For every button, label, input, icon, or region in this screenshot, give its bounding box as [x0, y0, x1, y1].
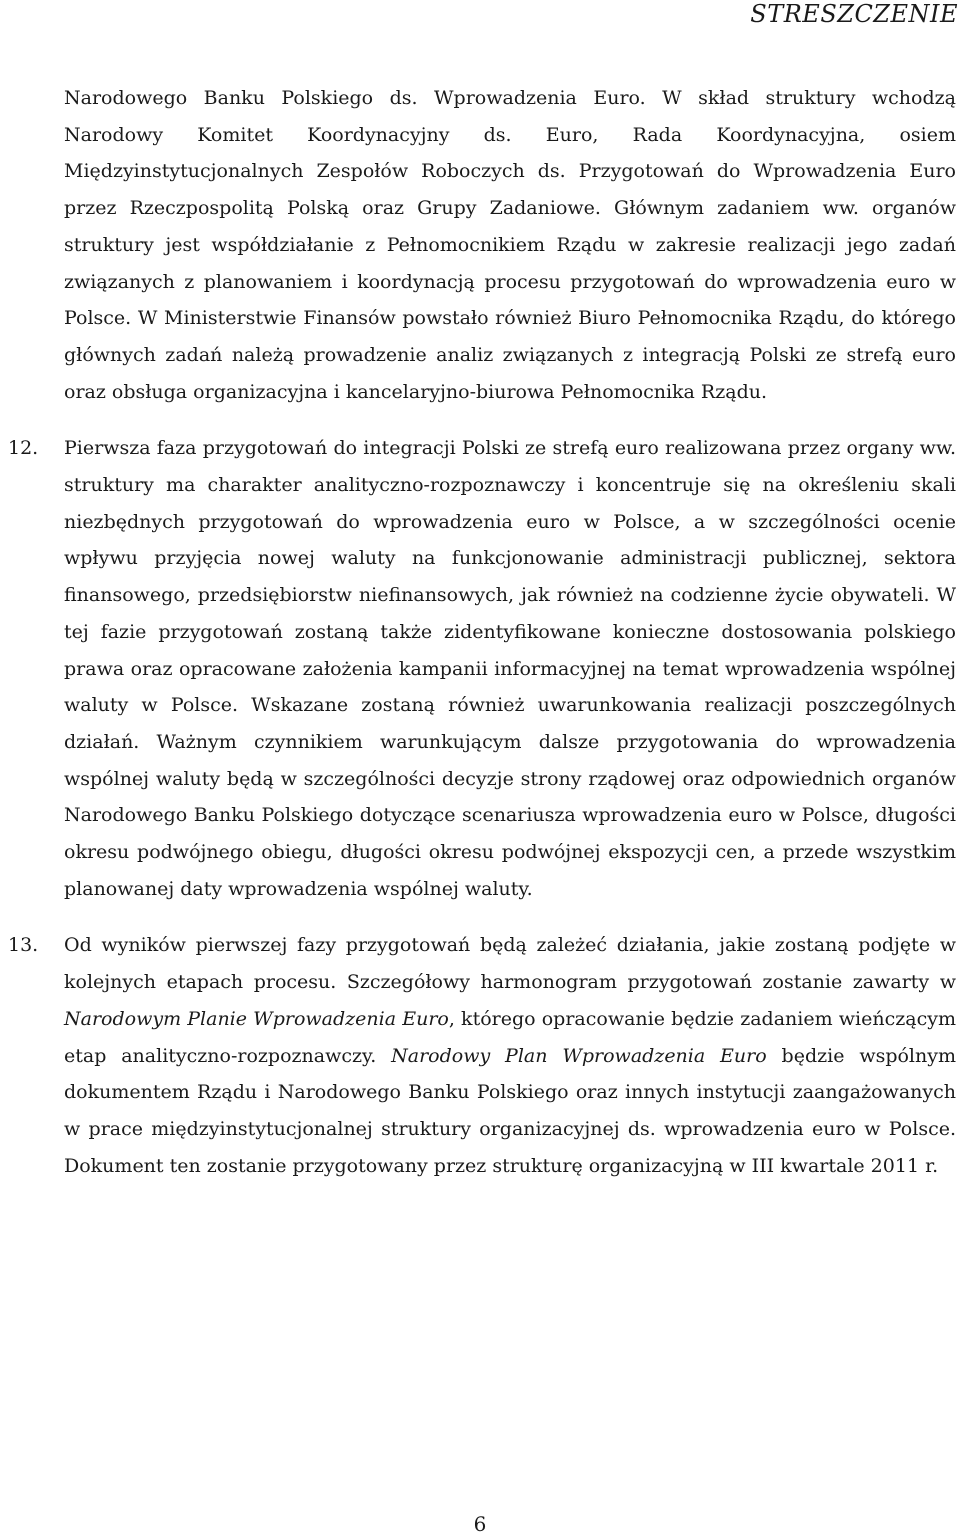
- paragraph-13: [8, 927, 957, 1184]
- paragraph-text: Narodowego Banku Polskiego ds. Wprowadzenia Euro. W skład struktury wchodzą Narodowy Komitet Koordynacyjny ds. Euro, Rada Koordynacyjna, osiem Międzyinstytucjonalnych Zespołów Roboczych ds. Przygotowań do Wprowadzenia Euro przez Rzeczpospolitą Polską oraz Grupy Zadaniowe. Głównym zadaniem ww. organów struktury jest współdziałanie z Pełnomocnikiem Rządu w zakresie realizacji jego zadań związanych z planowaniem i koordynacją procesu przygotowań do wprowadzenia euro w Polsce. W Ministerstwie Finansów powstało również Biuro Pełnomocnika Rządu, do którego głównych zadań należą prowadzenie analiz związanych z integracją Polski ze strefą euro oraz obsługa organizacyjna i kancelaryjno-biurowa Pełnomocnika Rządu.: [64, 87, 956, 403]
- running-header-title: STRESZCZENIE: [750, 0, 958, 28]
- paragraph-text: [64, 927, 956, 1184]
- document-title-italic: Narodowy Plan Wprowadzenia Euro: [391, 1044, 767, 1067]
- page-number: 6: [473, 1512, 487, 1536]
- paragraph-number: 12.: [8, 437, 39, 460]
- text-segment: , którego opracowanie będzie zadaniem wieńczącym etap analityczno-rozpoznawczy.: [64, 1007, 956, 1067]
- document-title-italic: Narodowym Planie Wprowadzenia Euro: [64, 1007, 449, 1030]
- paragraph-continued: [64, 80, 956, 410]
- text-segment: będzie wspólnym dokumentem Rządu i Narodowego Banku Polskiego oraz innych instytucji zaangażowanych w prace międzyinstytucjonalnej struktury organizacyjnej ds. wprowadzenia euro w Polsce. Dokument ten zostanie przygotowany przez strukturę organizacyjną w III kwartale 2011 r.: [64, 1044, 957, 1177]
- paragraph-12: [8, 430, 956, 907]
- paragraph-text: Pierwsza faza przygotowań do integracji Polski ze strefą euro realizowana przez organy ww. struktury ma charakter analityczno-rozpoznawczy i koncentruje się na określeniu skali niezbędnych przygotowań do wprowadzenia euro w Polsce, a w szczególności ocenie wpływu przyjęcia nowej waluty na funkcjonowanie administracji publicznej, sektora finansowego, przedsiębiorstw niefinansowych, jak również na codzienne życie obywateli. W tej fazie przygotowań zostaną także zidentyfikowane konieczne dostosowania polskiego prawa oraz opracowane założenia kampanii informacyjnej na temat wprowadzenia wspólnej waluty w Polsce. Wskazane zostaną również uwarunkowania realizacji poszczególnych działań. Ważnym czynnikiem warunkującym dalsze przygotowania do wprowadzenia wspólnej waluty będą w szczególności decyzje strony rządowej oraz odpowiednich organów Narodowego Banku Polskiego dotyczące scenariusza wprowadzenia euro w Polsce, długości okresu podwójnego obiegu, długości okresu podwójnej ekspozycji cen, a przede wszystkim planowanej daty wprowadzenia wspólnej waluty.: [64, 437, 956, 900]
- document-body: [8, 80, 957, 1204]
- paragraph-number: 13.: [8, 934, 39, 957]
- text-segment: Od wyników pierwszej fazy przygotowań będą zależeć działania, jakie zostaną podjęte w kolejnych etapach procesu. Szczegółowy harmonogram przygotowań zostanie zawarty w: [64, 934, 956, 994]
